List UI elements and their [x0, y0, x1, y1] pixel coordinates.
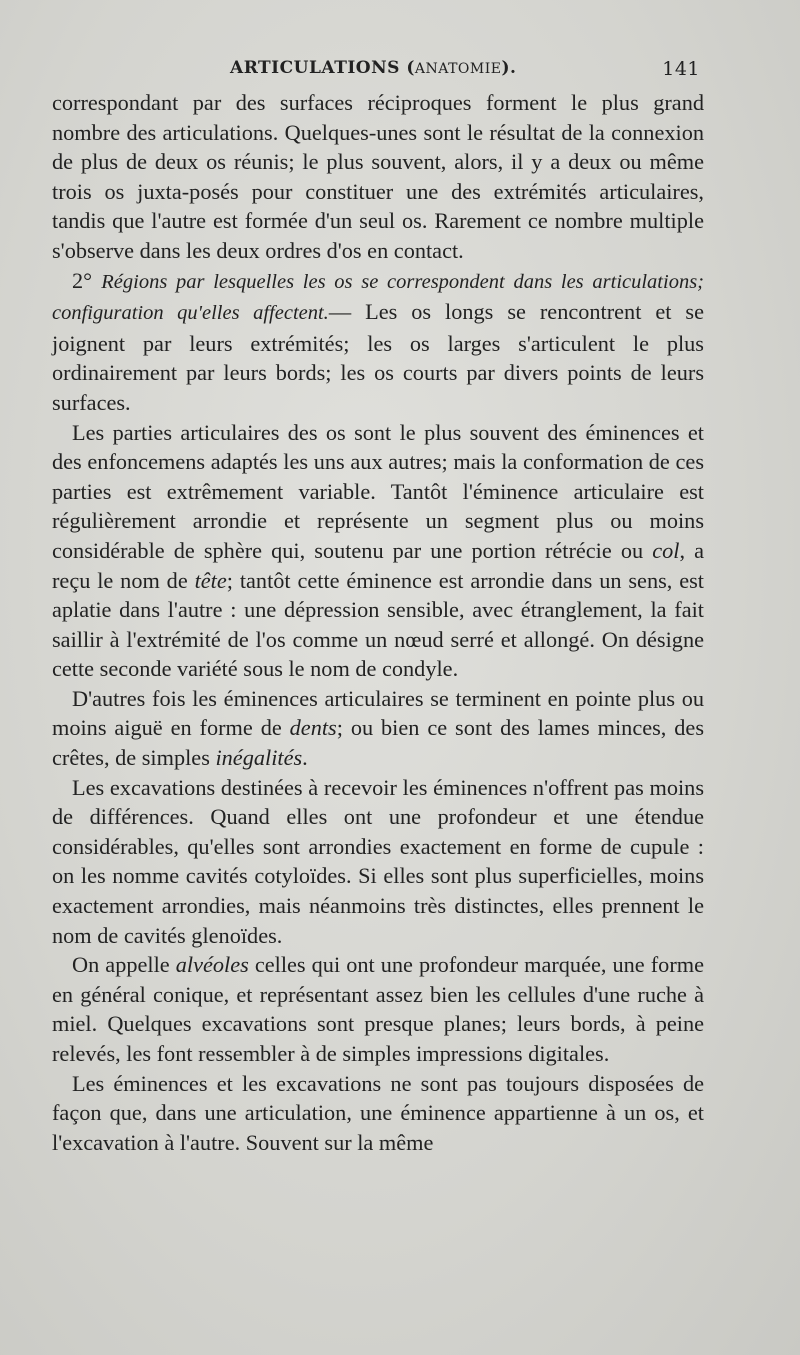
term-col: col	[652, 537, 680, 563]
paragraph-2-text: — Les os longs se rencontrent et se joignent par leurs extrémités; les os larges s'articulent le plus ordinairement par leurs bords; les os courts par divers points de leurs surfaces.	[52, 299, 704, 415]
paragraph-5: Les excavations destinées à recevoir les éminences n'offrent pas moins de différences. Quand elles ont une profondeur et une étendue considérables, qu'elles sont arrondies exactement en forme de cupule : on les nomme cavités cotyloïdes. Si elles sont plus superficielles, moins exactement arrondies, mais néanmoins très distinctes, elles prennent le nom de cavités glenoïdes.	[52, 774, 704, 948]
running-title	[230, 58, 516, 78]
section-heading: Régions par lesquelles les os se correspondent dans les articulations; configuration qu'elles affectent.	[52, 270, 705, 325]
paragraph-3-part-c: ; tantôt cette éminence est arrondie dans un sens, est aplatie dans l'autre : une dépression sensible, avec étranglement, la fait saillir à l'extrémité de l'os comme un nœud serré et allongé. On désigne cette seconde variété sous le nom de condyle.	[52, 567, 704, 682]
paragraph-1: correspondant par des surfaces réciproques forment le plus grand nombre des articulations. Quelques-unes sont le résultat de la connexion de plus de deux os réunis; le plus souvent, alors, il y a deux ou même trois os juxta-posés pour constituer une des extrémités articulaires, tandis que l'autre est formée d'un seul os. Rarement ce nombre multiple s'observe dans les deux ordres d'os en contact.	[52, 90, 704, 263]
paragraph-2	[52, 266, 704, 418]
paragraph-4-part-a: D'autres fois les éminences articulaires se terminent en pointe plus ou moins aiguë en forme de	[52, 685, 704, 741]
term-dents: dents	[289, 715, 337, 741]
paragraph-7: Les éminences et les excavations ne sont pas toujours disposées de façon que, dans une articulation, une éminence appartienne à un os, et l'excavation à l'autre. Souvent sur la même	[52, 1070, 704, 1155]
paragraph-6-part-a: On appelle	[72, 952, 176, 978]
running-title-main: ARTICULATIONS	[230, 58, 400, 78]
paragraph-4-part-c: .	[302, 745, 308, 771]
paragraph-4	[52, 684, 704, 773]
running-title-sub: ANATOMIE	[414, 61, 502, 77]
paragraph-3	[52, 418, 704, 684]
page-number: 141	[662, 58, 700, 80]
term-tete: tête	[194, 567, 227, 593]
body-text	[52, 88, 704, 1157]
paragraph-3-part-a: Les parties articulaires des os sont le plus souvent des éminences et des enfoncemens adaptés les uns aux autres; mais la conformation de ces parties est extrêmement variable. Tantôt l'éminence articulaire est régulièrement arrondie et représente un segment plus ou moins considérable de sphère qui, soutenu par une portion rétrécie ou	[52, 419, 704, 563]
running-title-paren-open: (	[399, 58, 415, 78]
paragraph-6	[52, 950, 704, 1068]
paragraph-6-part-b: celles qui ont une profondeur marquée, une forme en général conique, et représentant assez bien les cellules d'une ruche à miel. Quelques excavations sont presque planes; leurs bords, à peine relevés, les font ressembler à de simples impressions digitales.	[52, 952, 704, 1066]
running-title-paren-close: ).	[501, 58, 517, 78]
running-head	[52, 58, 702, 84]
paragraph-4-part-b: ; ou bien ce sont des lames minces, des crêtes, de simples	[52, 715, 704, 771]
paragraph-3-part-b: , a reçu le nom de	[52, 537, 704, 593]
term-inegalites: inégalités	[215, 745, 303, 771]
section-number: 2°	[72, 267, 102, 293]
term-alveoles: alvéoles	[175, 952, 249, 978]
